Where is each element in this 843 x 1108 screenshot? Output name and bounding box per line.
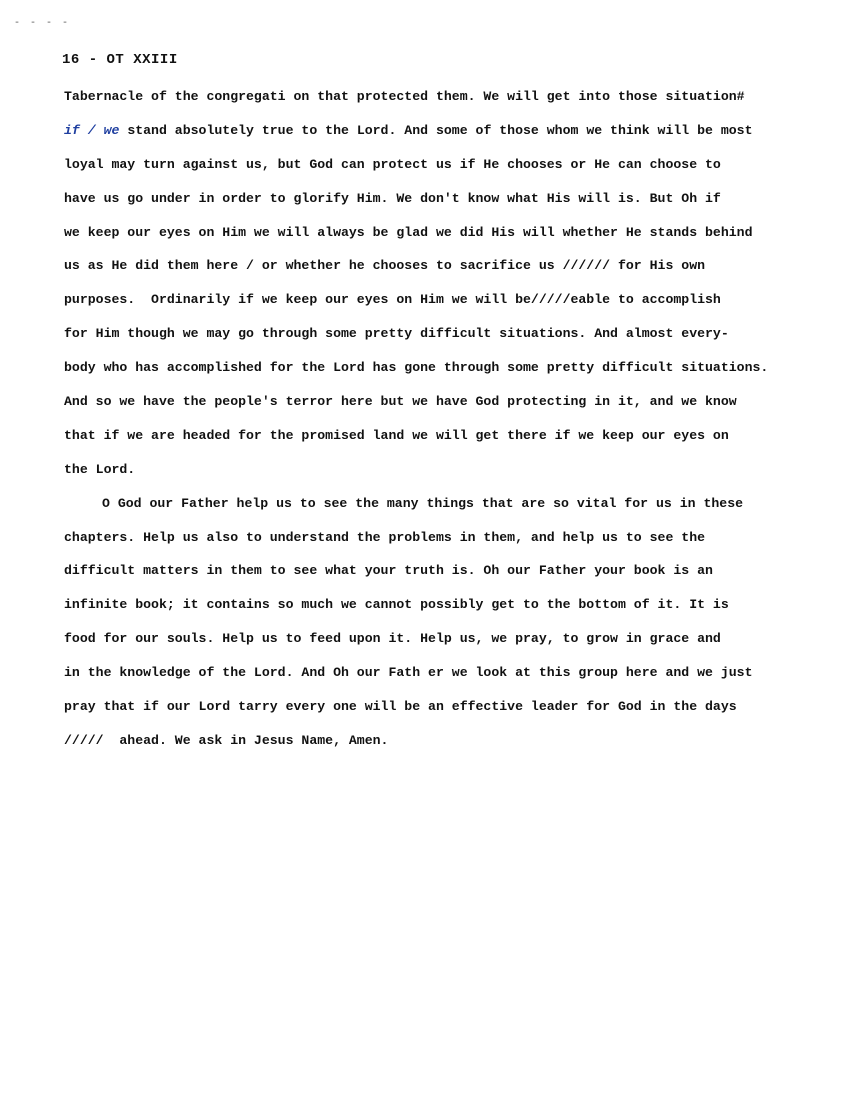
page-header: 16 - OT XXIII: [62, 52, 178, 68]
text-line: have us go under in order to glorify Him. We don't know what His will is. But Oh if: [64, 190, 721, 206]
text-line: that if we are headed for the promised land we will get there if we keep our eyes on: [64, 427, 729, 443]
paragraph-1: [64, 86, 834, 493]
text-line: infinite book; it contains so much we cannot possibly get to the bottom of it. It is: [64, 597, 729, 613]
text-line: chapters. Help us also to understand the problems in them, and help us to see the: [64, 529, 706, 545]
text-line: we keep our eyes on Him we will always be glad we did His will whether He stands behind: [64, 224, 753, 240]
text-line: [64, 120, 834, 154]
text-line: purposes. Ordinarily if we keep our eyes on Him we will be/////eable to accomplish: [64, 292, 721, 308]
text-line: pray that if our Lord tarry every one will be an effective leader for God in the days: [64, 699, 737, 715]
handwritten-correction: if / we: [64, 122, 120, 138]
text-line: And so we have the people's terror here but we have God protecting in it, and we know: [64, 394, 737, 410]
text-line: in the knowledge of the Lord. And Oh our Fath er we look at this group here and we just: [64, 665, 753, 681]
paragraph-2: [64, 493, 834, 764]
body-text: [64, 86, 834, 764]
top-corner-marks: - - - -: [14, 18, 71, 29]
text-line: loyal may turn against us, but God can protect us if He chooses or He can choose to: [64, 156, 721, 172]
text-line: body who has accomplished for the Lord has gone through some pretty difficult situations.: [64, 360, 769, 376]
text-line: for Him though we may go through some pretty difficult situations. And almost every-: [64, 326, 729, 342]
text-line: ///// ahead. We ask in Jesus Name, Amen.: [64, 732, 389, 748]
text-line: the Lord.: [64, 461, 136, 477]
text-line: Tabernacle of the congregati on that protected them. We will get into those situation#: [64, 89, 745, 104]
line-rest: stand absolutely true to the Lord. And some of those whom we think will be most: [119, 122, 753, 138]
text-line: us as He did them here / or whether he chooses to sacrifice us ////// for His own: [64, 258, 706, 274]
text-line: food for our souls. Help us to feed upon it. Help us, we pray, to grow in grace and: [64, 631, 721, 647]
text-line: difficult matters in them to see what your truth is. Oh our Father your book is an: [64, 563, 713, 579]
text-line: O God our Father help us to see the many things that are so vital for us in these: [102, 495, 744, 511]
